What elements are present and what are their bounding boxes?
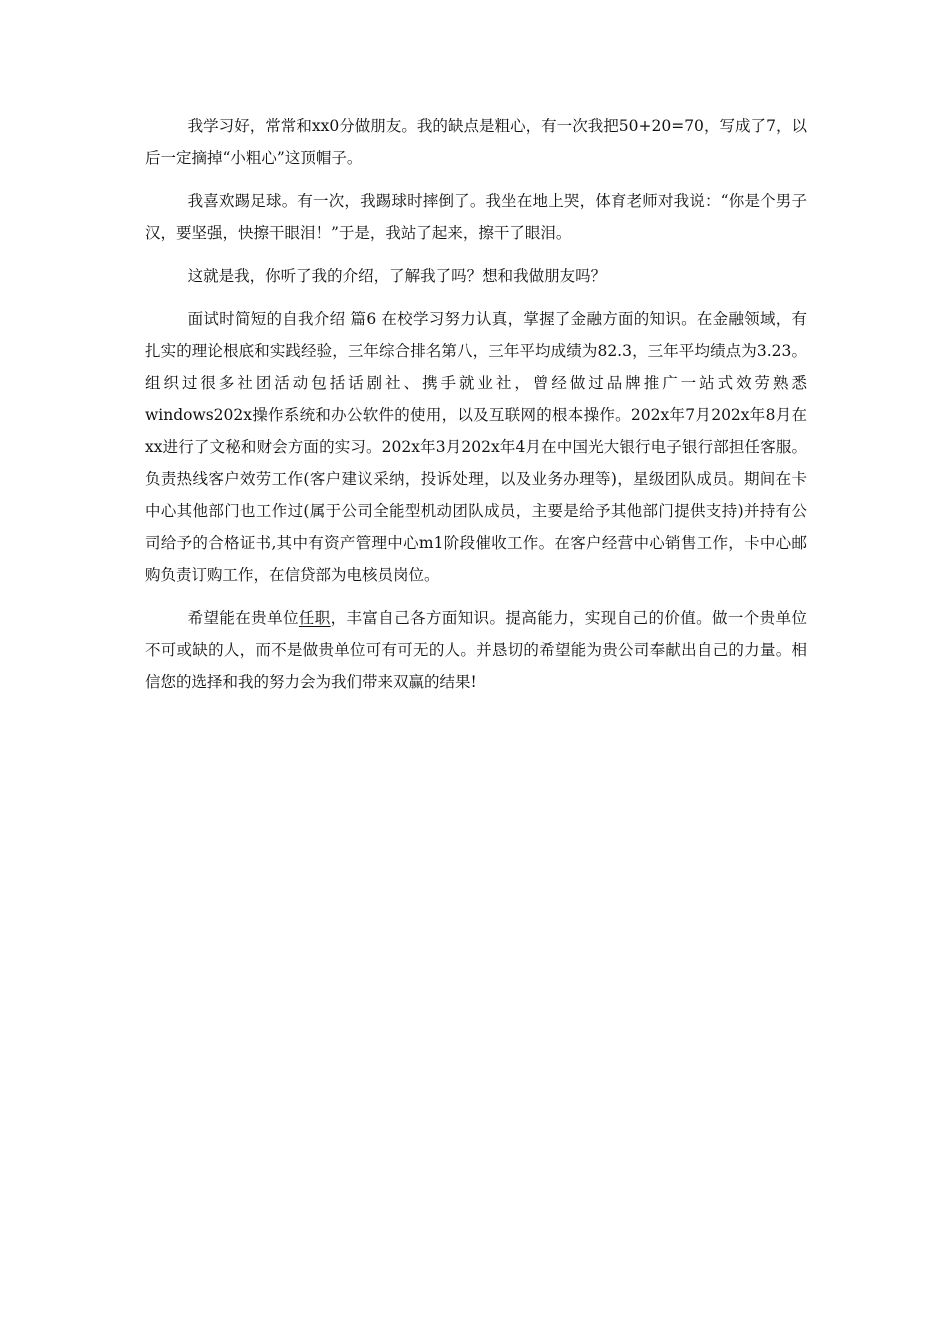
paragraph-football: 我喜欢踢足球。有一次，我踢球时摔倒了。我坐在地上哭，体育老师对我说：“你是个男子汉，要坚强，快擦干眼泪！”于是，我站了起来，擦干了眼泪。: [145, 192, 807, 242]
paragraph-hope: [145, 602, 807, 698]
job-link[interactable]: 任职: [298, 609, 331, 627]
document-body: [145, 110, 807, 709]
paragraph-interview-intro: 面试时简短的自我介绍 篇6 在校学习努力认真，掌握了金融方面的知识。在金融领域，有扎实的理论根底和实践经验，三年综合排名第八，三年平均成绩为82.3，三年平均绩点为3.23。组织过很多社团活动包括话剧社、携手就业社，曾经做过品牌推广一站式效劳熟悉windows202x操作系统和办公软件的使用，以及互联网的根本操作。202x年7月202x年8月在xx进行了文秘和财会方面的实习。202x年3月202x年4月在中国光大银行电子银行部担任客服。负责热线客户效劳工作(客户建议采纳，投诉处理，以及业务办理等)，星级团队成员。期间在卡中心其他部门也工作过(属于公司全能型机动团队成员，主要是给予其他部门提供支持)并持有公司给予的合格证书,其中有资产管理中心m1阶段催收工作。在客户经营中心销售工作，卡中心邮购负责订购工作，在信贷部为电核员岗位。: [145, 310, 807, 584]
hope-text-after: ，丰富自己各方面知识。提高能力，实现自己的价值。做一个贵单位不可或缺的人，而不是做贵单位可有可无的人。并恳切的希望能为贵公司奉献出自己的力量。相信您的选择和我的努力会为我们带来双赢的结果!: [145, 609, 807, 691]
hope-text-before: 希望能在贵单位: [187, 609, 299, 627]
paragraph-study: 我学习好，常常和xx0分做朋友。我的缺点是粗心，有一次我把50+20=70，写成了7，以后一定摘掉“小粗心”这顶帽子。: [145, 117, 807, 167]
paragraph-closing-question: 这就是我，你听了我的介绍，了解我了吗？想和我做朋友吗？: [187, 267, 607, 285]
